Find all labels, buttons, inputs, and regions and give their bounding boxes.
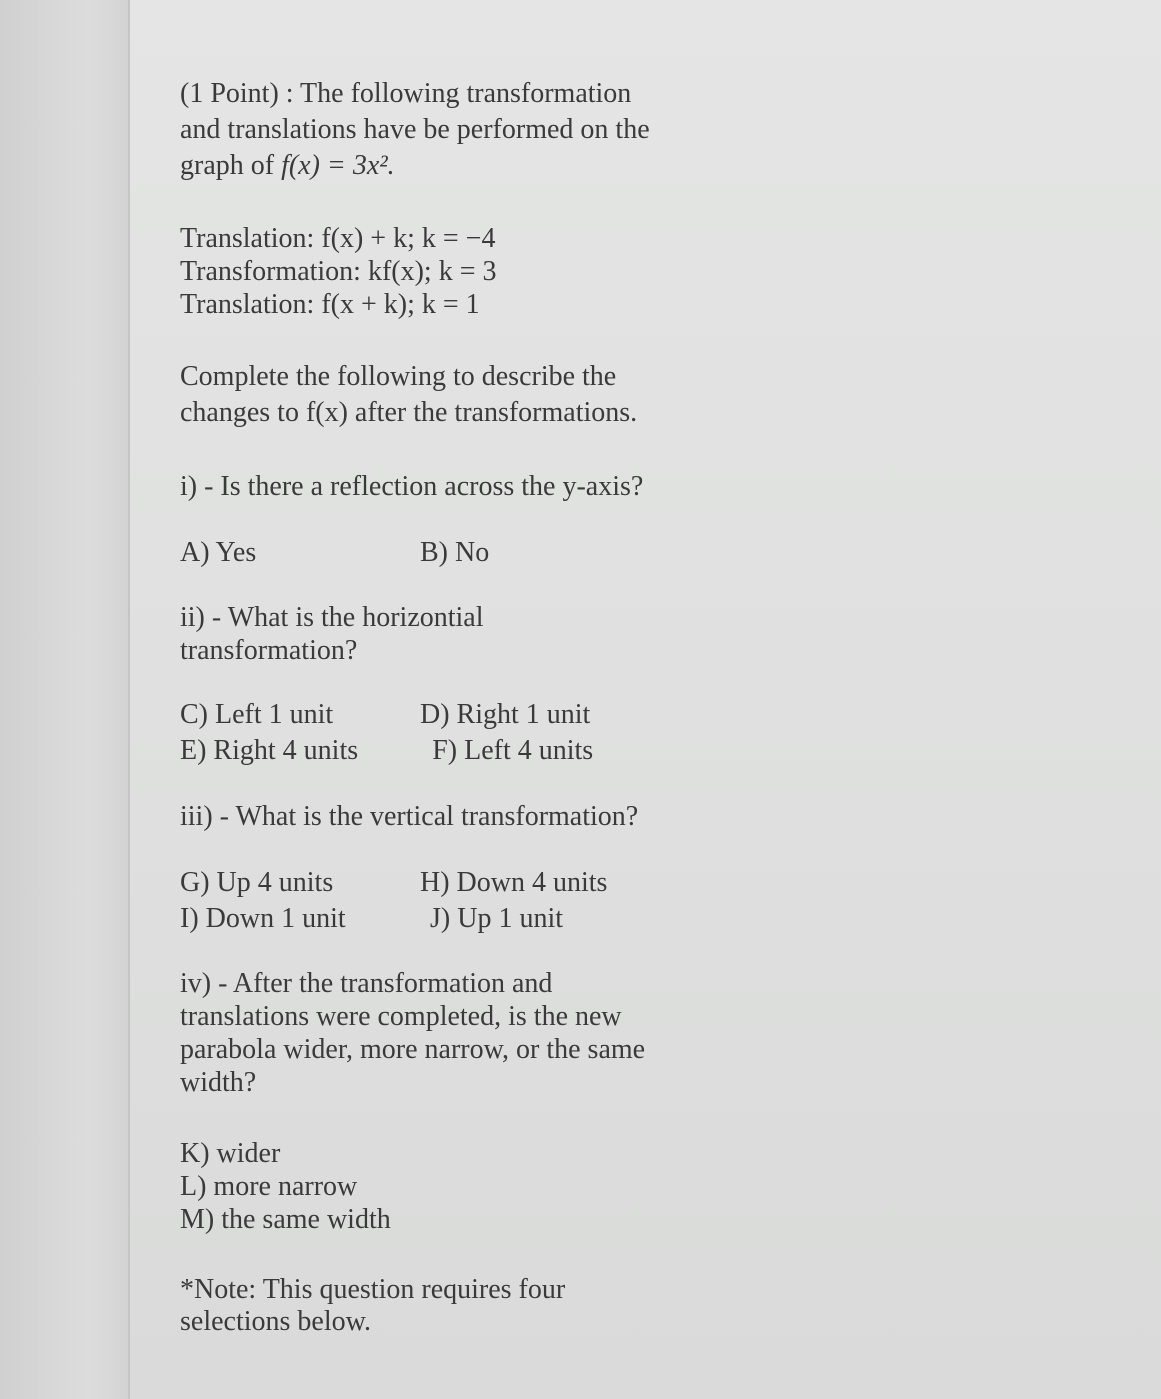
question-3: iii) - What is the vertical transformation? bbox=[180, 801, 639, 832]
note bbox=[180, 1274, 720, 1338]
question-3-options-row-1 bbox=[180, 865, 720, 901]
intro-line-2: and translations have be performed on the bbox=[180, 114, 650, 145]
step-1: Translation: f(x) + k; k = −4 bbox=[180, 223, 496, 254]
option-d[interactable]: D) Right 1 unit bbox=[420, 699, 591, 730]
intro-line-3: graph of f(x) = 3x². bbox=[180, 150, 395, 181]
question-4-line-4: width? bbox=[180, 1067, 257, 1098]
question-4 bbox=[180, 967, 720, 1099]
option-m[interactable]: M) the same width bbox=[180, 1204, 391, 1235]
intro-text bbox=[180, 76, 720, 184]
instruction-line-1: Complete the following to describe the bbox=[180, 361, 617, 392]
question-4-line-2: translations were completed, is the new bbox=[180, 1001, 622, 1032]
instruction-text bbox=[180, 359, 720, 431]
option-f[interactable]: F) Left 4 units bbox=[432, 735, 594, 766]
left-margin-strip bbox=[0, 0, 130, 1399]
step-3: Translation: f(x + k); k = 1 bbox=[180, 289, 480, 320]
option-b[interactable]: B) No bbox=[420, 537, 490, 568]
question-2-line-2: transformation? bbox=[180, 635, 358, 666]
option-h[interactable]: H) Down 4 units bbox=[420, 867, 608, 898]
option-a[interactable]: A) Yes bbox=[180, 537, 257, 568]
question-4-line-3: parabola wider, more narrow, or the same bbox=[180, 1034, 646, 1065]
step-2: Transformation: kf(x); k = 3 bbox=[180, 256, 497, 287]
note-line-1: *Note: This question requires four bbox=[180, 1274, 566, 1305]
intro-line-1: (1 Point) : The following transformation bbox=[180, 78, 632, 109]
question-4-line-1: iv) - After the transformation and bbox=[180, 968, 553, 999]
question-2-options-row-2 bbox=[180, 733, 720, 769]
option-g[interactable]: G) Up 4 units bbox=[180, 867, 334, 898]
option-e[interactable]: E) Right 4 units bbox=[180, 735, 359, 766]
question-1-options bbox=[180, 535, 720, 571]
question-content bbox=[180, 76, 720, 1338]
option-j[interactable]: J) Up 1 unit bbox=[430, 903, 563, 934]
option-c[interactable]: C) Left 1 unit bbox=[180, 699, 334, 730]
note-line-2: selections below. bbox=[180, 1306, 372, 1337]
question-3-options-row-2 bbox=[180, 901, 720, 937]
question-2-line-1: ii) - What is the horizontial bbox=[180, 602, 484, 633]
option-k[interactable]: K) wider bbox=[180, 1138, 281, 1169]
question-4-options bbox=[180, 1137, 720, 1236]
question-2-options-row-1 bbox=[180, 697, 720, 733]
transformation-steps bbox=[180, 222, 720, 321]
option-i[interactable]: I) Down 1 unit bbox=[180, 903, 346, 934]
function-definition: f(x) = 3x². bbox=[281, 150, 395, 181]
option-l[interactable]: L) more narrow bbox=[180, 1171, 358, 1202]
question-1: i) - Is there a reflection across the y-axis? bbox=[180, 471, 644, 502]
instruction-line-2: changes to f(x) after the transformations. bbox=[180, 397, 638, 428]
